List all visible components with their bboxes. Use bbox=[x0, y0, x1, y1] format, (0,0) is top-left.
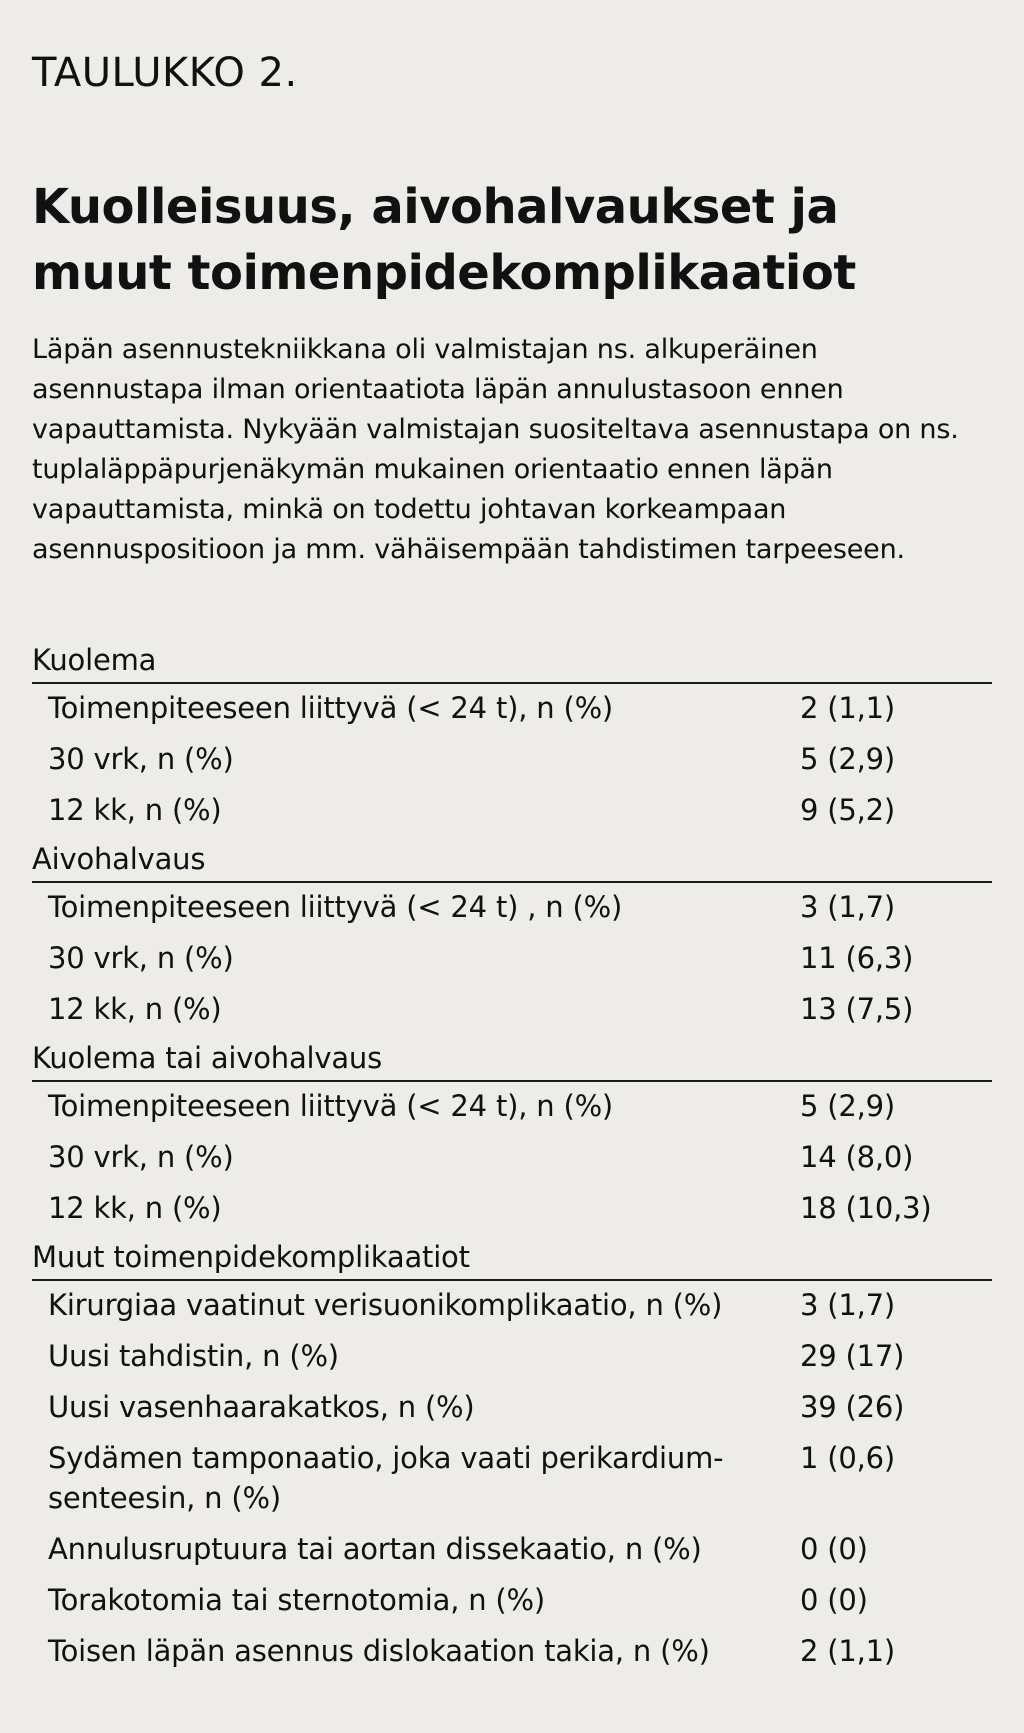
row-value: 2 (1,1) bbox=[800, 1634, 896, 1668]
section-aivohalvaus bbox=[32, 837, 992, 1036]
results-table bbox=[32, 638, 992, 1678]
table-row bbox=[32, 1082, 992, 1133]
row-description: Toisen läpän asennus dislokaation takia, n (%) bbox=[48, 1634, 710, 1668]
row-value: 29 (17) bbox=[800, 1339, 905, 1373]
table-row bbox=[32, 1576, 992, 1627]
row-description: 12 kk, n (%) bbox=[48, 793, 222, 827]
row-description: Sydämen tamponaatio, joka vaati perikardium-senteesin, n (%) bbox=[48, 1441, 724, 1515]
row-value: 13 (7,5) bbox=[800, 992, 914, 1026]
row-value: 2 (1,1) bbox=[800, 691, 896, 725]
table-row bbox=[32, 684, 992, 735]
table-title-line-2: muut toimenpidekomplikaatiot bbox=[32, 245, 856, 301]
section-heading: Kuolema tai aivohalvaus bbox=[32, 1036, 992, 1082]
table-row bbox=[32, 1525, 992, 1576]
table-label: TAULUKKO 2. bbox=[32, 50, 298, 96]
row-value: 5 (2,9) bbox=[800, 1089, 896, 1123]
row-value: 9 (5,2) bbox=[800, 793, 896, 827]
table-row bbox=[32, 786, 992, 837]
row-description: 30 vrk, n (%) bbox=[48, 1140, 234, 1174]
table-row bbox=[32, 883, 992, 934]
row-value: 0 (0) bbox=[800, 1532, 868, 1566]
table-title-line-1: Kuolleisuus, aivohalvaukset ja bbox=[32, 179, 839, 235]
table-row bbox=[32, 1133, 992, 1184]
row-value: 1 (0,6) bbox=[800, 1441, 896, 1475]
row-value: 5 (2,9) bbox=[800, 742, 896, 776]
table-row bbox=[32, 1184, 992, 1235]
section-muut-toimenpidekomplikaatiot bbox=[32, 1235, 992, 1678]
row-description: Torakotomia tai sternotomia, n (%) bbox=[48, 1583, 546, 1617]
table-row bbox=[32, 1281, 992, 1332]
row-value: 18 (10,3) bbox=[800, 1191, 932, 1225]
row-value: 14 (8,0) bbox=[800, 1140, 914, 1174]
row-description: Annulusruptuura tai aortan dissekaatio, n (%) bbox=[48, 1532, 702, 1566]
table-row bbox=[32, 1332, 992, 1383]
row-description: Kirurgiaa vaatinut verisuonikomplikaatio, n (%) bbox=[48, 1288, 723, 1322]
row-description: 12 kk, n (%) bbox=[48, 992, 222, 1026]
section-heading: Kuolema bbox=[32, 638, 992, 684]
table-row bbox=[32, 934, 992, 985]
section-kuolema bbox=[32, 638, 992, 837]
table-row bbox=[32, 1383, 992, 1434]
table-row bbox=[32, 1627, 992, 1678]
row-value: 3 (1,7) bbox=[800, 1288, 896, 1322]
row-description: Uusi vasenhaarakatkos, n (%) bbox=[48, 1390, 475, 1424]
intro-paragraph: Läpän asennustekniikkana oli valmistajan ns. alkuperäinen asennustapa ilman orientaatiota läpän annulustasoon ennen vapauttamista. Nykyään valmistajan suositeltava asennustapa on ns. tuplaläppäpurjenäkymän mukainen orientaatio ennen läpän vapauttamista, minkä on todettu johtavan korkeampaan asennuspositioon ja mm. vähäisempään tahdistimen tarpeeseen. bbox=[32, 334, 959, 565]
table-row bbox=[32, 735, 992, 786]
row-description: Uusi tahdistin, n (%) bbox=[48, 1339, 339, 1373]
row-description: 12 kk, n (%) bbox=[48, 1191, 222, 1225]
row-value: 3 (1,7) bbox=[800, 890, 896, 924]
section-heading: Muut toimenpidekomplikaatiot bbox=[32, 1235, 992, 1281]
table-row bbox=[32, 1434, 992, 1525]
section-kuolema-tai-aivohalvaus bbox=[32, 1036, 992, 1235]
row-value: 0 (0) bbox=[800, 1583, 868, 1617]
section-heading: Aivohalvaus bbox=[32, 837, 992, 883]
row-value: 39 (26) bbox=[800, 1390, 905, 1424]
row-description: 30 vrk, n (%) bbox=[48, 742, 234, 776]
row-description: Toimenpiteeseen liittyvä (< 24 t), n (%) bbox=[48, 691, 614, 725]
row-value: 11 (6,3) bbox=[800, 941, 914, 975]
row-description: 30 vrk, n (%) bbox=[48, 941, 234, 975]
table-title bbox=[32, 174, 992, 306]
table-row bbox=[32, 985, 992, 1036]
row-description: Toimenpiteeseen liittyvä (< 24 t), n (%) bbox=[48, 1089, 614, 1123]
row-description: Toimenpiteeseen liittyvä (< 24 t) , n (%) bbox=[48, 890, 623, 924]
